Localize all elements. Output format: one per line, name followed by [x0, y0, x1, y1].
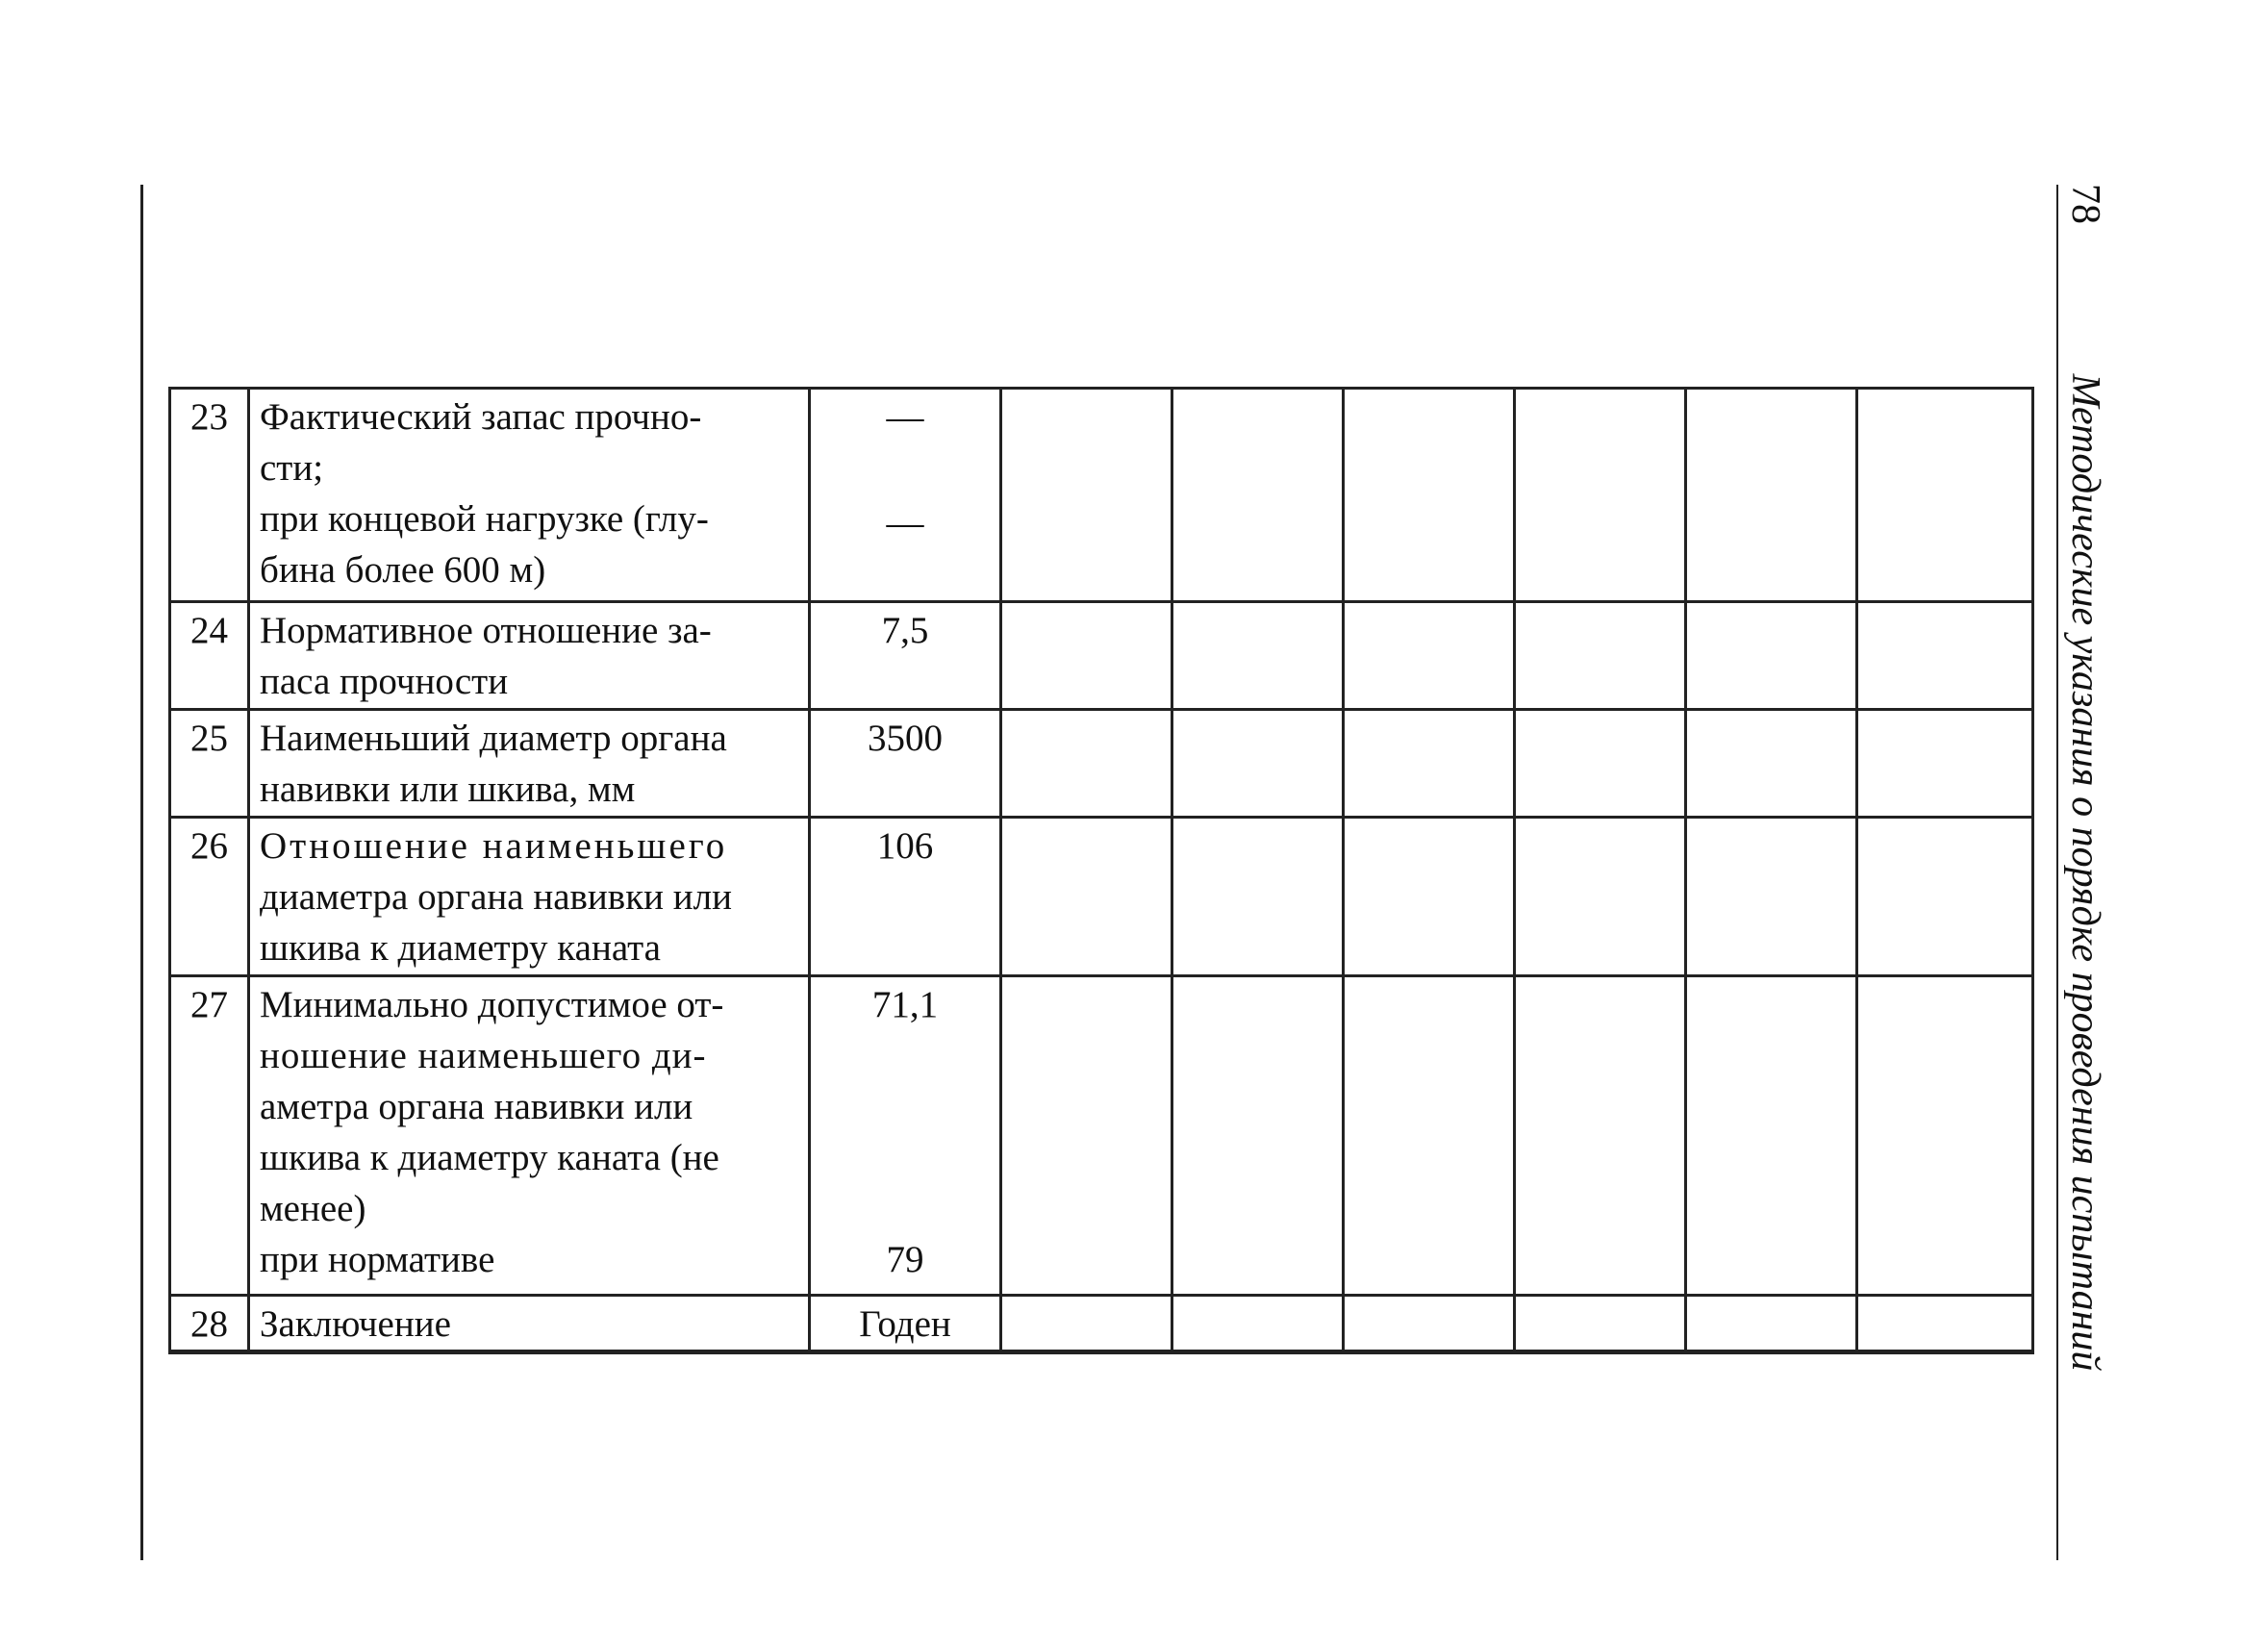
empty-cell	[1001, 710, 1172, 818]
empty-cell	[1857, 602, 2033, 710]
empty-cell	[1857, 818, 2033, 976]
row-value: 7,5	[810, 602, 1001, 710]
table-row	[170, 710, 2033, 818]
empty-cell	[1686, 389, 1857, 602]
empty-cell	[1001, 818, 1172, 976]
row-value: 106	[810, 818, 1001, 976]
row-name	[249, 818, 810, 976]
row-name	[249, 710, 810, 818]
row-name-line: менее)	[260, 1188, 366, 1229]
running-header: Методические указания о порядке проведения испытаний	[2063, 373, 2107, 1372]
empty-cell	[1344, 710, 1515, 818]
row-name-line: шкива к диаметру каната (не	[260, 1137, 719, 1178]
row-name-line: при нормативе	[260, 1239, 495, 1280]
empty-cell	[1344, 602, 1515, 710]
empty-cell	[1172, 389, 1344, 602]
row-number: 23	[170, 389, 249, 602]
empty-cell	[1001, 389, 1172, 602]
table-row	[170, 602, 2033, 710]
empty-cell	[1686, 602, 1857, 710]
data-table	[168, 387, 2034, 1354]
empty-cell	[1857, 976, 2033, 1296]
row-value	[810, 976, 1001, 1296]
row-number: 27	[170, 976, 249, 1296]
empty-cell	[1001, 602, 1172, 710]
row-number: 28	[170, 1296, 249, 1352]
empty-cell	[1344, 976, 1515, 1296]
row-name-line: навивки или шкива, мм	[260, 769, 636, 810]
empty-cell	[1686, 1296, 1857, 1352]
left-margin-line	[140, 185, 143, 1560]
row-value-sub: 79	[886, 1239, 924, 1280]
row-value-sub: —	[886, 502, 924, 543]
empty-cell	[1515, 710, 1686, 818]
empty-cell	[1686, 976, 1857, 1296]
empty-cell	[1686, 818, 1857, 976]
empty-cell	[1857, 389, 2033, 602]
empty-cell	[1172, 710, 1344, 818]
row-name-line: сти;	[260, 447, 324, 489]
row-name-line: Отношение наименьшего	[260, 825, 728, 867]
row-name-line: Заключение	[260, 1303, 451, 1345]
row-value: 3500	[810, 710, 1001, 818]
row-number: 24	[170, 602, 249, 710]
row-name-line: шкива к диаметру каната	[260, 927, 661, 969]
row-name-line: Фактический запас прочно-	[260, 396, 702, 438]
table-row	[170, 976, 2033, 1296]
row-number: 26	[170, 818, 249, 976]
empty-cell	[1515, 818, 1686, 976]
row-name-line: Нормативное отношение за-	[260, 610, 712, 651]
page-number: 78	[2063, 184, 2107, 224]
row-name-line: Минимально допустимое от-	[260, 984, 724, 1025]
row-value-text: —	[886, 396, 924, 438]
row-name-line: паса прочности	[260, 661, 509, 702]
row-name-line: диаметра органа навивки или	[260, 876, 732, 918]
empty-cell	[1172, 602, 1344, 710]
row-name-line: бина более 600 м)	[260, 549, 546, 591]
row-name	[249, 1296, 810, 1352]
empty-cell	[1857, 710, 2033, 818]
empty-cell	[1344, 1296, 1515, 1352]
row-name	[249, 976, 810, 1296]
empty-cell	[1515, 602, 1686, 710]
row-name-line: Наименьший диаметр органа	[260, 718, 727, 759]
table-row	[170, 389, 2033, 602]
table-row	[170, 818, 2033, 976]
empty-cell	[1172, 818, 1344, 976]
empty-cell	[1172, 1296, 1344, 1352]
empty-cell	[1344, 818, 1515, 976]
table-row	[170, 1296, 2033, 1352]
row-name	[249, 602, 810, 710]
empty-cell	[1857, 1296, 2033, 1352]
row-name-line: при концевой нагрузке (глу-	[260, 498, 709, 540]
empty-cell	[1001, 1296, 1172, 1352]
row-value: Годен	[810, 1296, 1001, 1352]
empty-cell	[1515, 976, 1686, 1296]
empty-cell	[1001, 976, 1172, 1296]
row-value-text: 71,1	[871, 984, 939, 1025]
empty-cell	[1686, 710, 1857, 818]
empty-cell	[1515, 1296, 1686, 1352]
row-name-line: аметра органа навивки или	[260, 1086, 693, 1127]
empty-cell	[1344, 389, 1515, 602]
empty-cell	[1515, 389, 1686, 602]
row-number: 25	[170, 710, 249, 818]
row-name	[249, 389, 810, 602]
empty-cell	[1172, 976, 1344, 1296]
row-value	[810, 389, 1001, 602]
row-name-line: ношение наименьшего ди-	[260, 1035, 707, 1076]
